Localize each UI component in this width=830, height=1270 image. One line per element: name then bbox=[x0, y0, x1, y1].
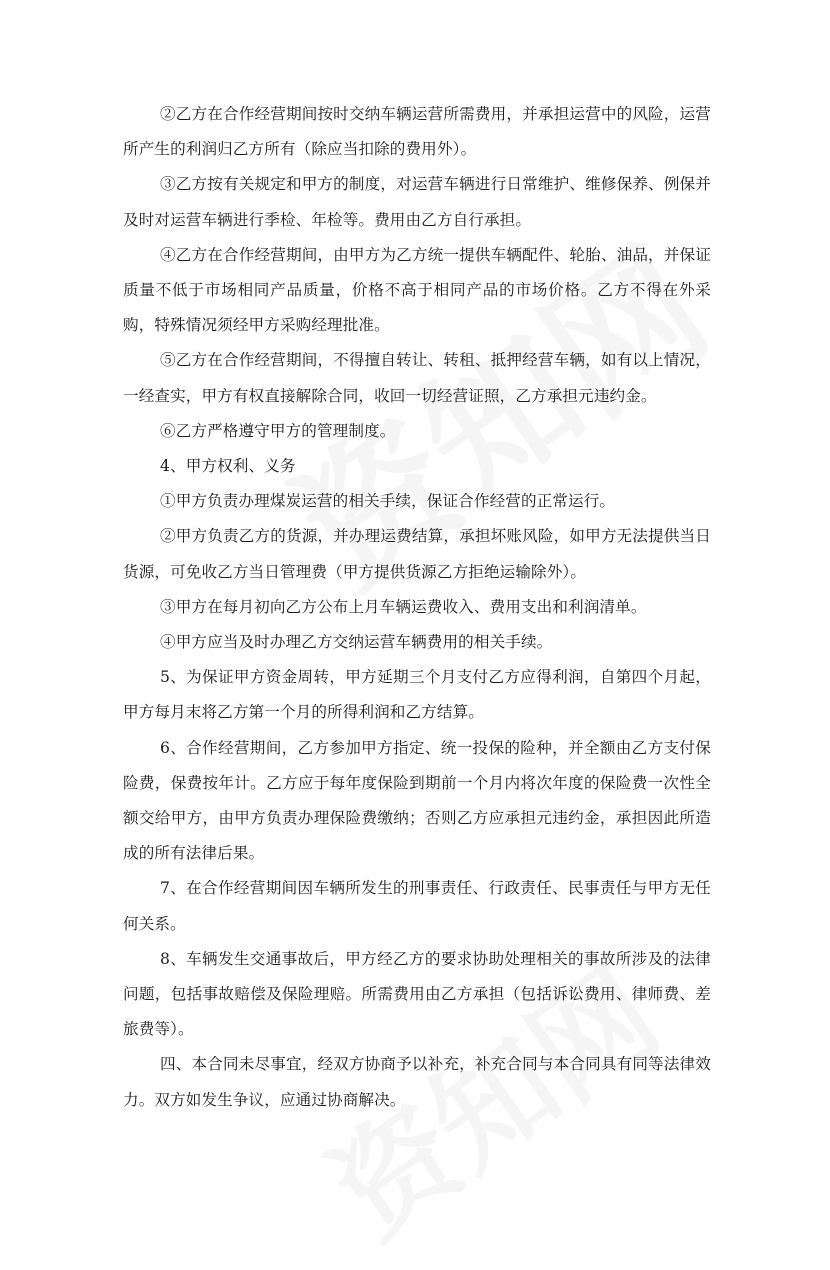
section-4-heading: 4、甲方权利、义务 bbox=[160, 457, 296, 476]
section-7-liability: 7、在合作经营期间因车辆所发生的刑事责任、行政责任、民事责任与甲方无任何关系。 bbox=[123, 879, 711, 933]
clause-2-jia-cargo: ②甲方负责乙方的货源，并办理运费结算，承担坏账风险，如甲方无法提供当日货源，可免收乙方当日管理费（甲方提供货源乙方拒绝运输除外）。 bbox=[123, 527, 711, 581]
section-5-profit-settlement: 5、为保证甲方资金周转，甲方延期三个月支付乙方应得利润，自第四个月起，甲方每月末将乙方第一个月的所得利润和乙方结算。 bbox=[123, 668, 711, 722]
clause-1-jia-procedures: ①甲方负责办理煤炭运营的相关手续，保证合作经营的正常运行。 bbox=[160, 492, 616, 511]
section-8-accidents: 8、车辆发生交通事故后，甲方经乙方的要求协助处理相关的事故所涉及的法律问题，包括事故赔偿及保险理赔。所需费用由乙方承担（包括诉讼费用、律师费、差旅费等）。 bbox=[123, 949, 711, 1039]
clause-5-yi-no-transfer: ⑤乙方在合作经营期间，不得擅自转让、转租、抵押经营车辆，如有以上情况，一经查实，甲方有权直接解除合同，收回一切经营证照，乙方承担元违约金。 bbox=[123, 351, 711, 405]
section-6-insurance: 6、合作经营期间，乙方参加甲方指定、统一投保的险种，并全额由乙方支付保险费，保费按年计。乙方应于每年度保险到期前一个月内将次年度的保险费一次性全额交给甲方，由甲方负责办理保险费缴纳；否则乙方应承担元违约金，承担因此所造成的所有法律后果。 bbox=[123, 738, 711, 863]
document-body bbox=[123, 97, 711, 1118]
clause-3-yi-maintenance: ③乙方按有关规定和甲方的制度，对运营车辆进行日常维护、维修保养、例保并及时对运营车辆进行季检、年检等。费用由乙方自行承担。 bbox=[123, 175, 711, 229]
article-four-supplement: 四、本合同未尽事宜，经双方协商予以补充，补充合同与本合同具有同等法律效力。双方如发生争议，应通过协商解决。 bbox=[123, 1055, 711, 1109]
clause-2-yi-operating-costs: ②乙方在合作经营期间按时交纳车辆运营所需费用，并承担运营中的风险，运营所产生的利润归乙方所有（除应当扣除的费用外）。 bbox=[123, 105, 711, 159]
clause-4-yi-parts-supply: ④乙方在合作经营期间，由甲方为乙方统一提供车辆配件、轮胎、油品，并保证质量不低于市场相同产品质量，价格不高于相同产品的市场价格。乙方不得在外采购，特殊情况须经甲方采购经理批准。 bbox=[123, 245, 711, 335]
clause-6-yi-rules: ⑥乙方严格遵守甲方的管理制度。 bbox=[160, 421, 396, 440]
clause-4-jia-fee-procedures: ④甲方应当及时办理乙方交纳运营车辆费用的相关手续。 bbox=[160, 633, 553, 652]
clause-3-jia-statements: ③甲方在每月初向乙方公布上月车辆运费收入、费用支出和利润清单。 bbox=[160, 597, 647, 616]
